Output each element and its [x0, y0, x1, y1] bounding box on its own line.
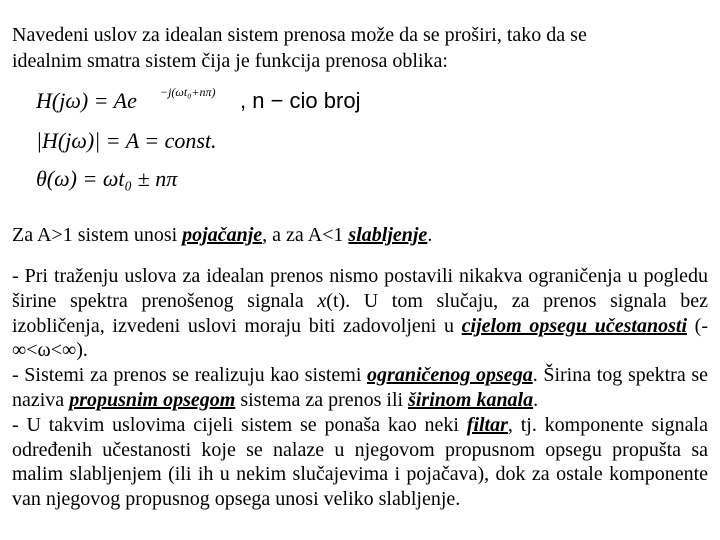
p2-text-c: sistema za prenos ili	[235, 388, 409, 411]
p2-text-d: .	[533, 388, 539, 411]
p3-emph-1: filtar	[466, 413, 508, 436]
intro-line-2: idealnim smatra sistem čija je funkcija prenosa oblika:	[12, 50, 448, 72]
p3-text-b: , tj. komponente signala određenih učestanosti koje se nalaze u njegovom propusnom opsegu propušta sa malim slabljenjem (ili ih u nekim slučajevima i pojačava), dok za ostale komponente van njegovog propusnog opsega unosi veliko slabljenje.	[12, 413, 708, 511]
p1-emph: cijelom opsegu učestanosti	[461, 314, 688, 337]
intro-line-1: Navedeni uslov za idealan sistem prenosa može da se proširi, tako da se	[12, 24, 587, 46]
formula-2: |H(jω)| = A = const.	[36, 128, 217, 153]
gain-line-end: .	[427, 224, 433, 246]
p2-text-b: . Širina tog spektra se naziva	[12, 364, 708, 411]
body-paragraphs	[12, 264, 708, 512]
formula-1-note: , n − cio broj	[240, 88, 361, 113]
p2-emph-2: propusnim opsegom	[69, 388, 236, 411]
gain-term: pojačanje	[182, 224, 263, 246]
p3-text-a: - U takvim uslovima cijeli sistem se ponaša kao neki	[12, 413, 467, 436]
p2-text-a: - Sistemi za prenos se realizuju kao sistemi	[12, 364, 368, 387]
formula-svg	[36, 84, 456, 194]
p2-emph-3: širinom kanala	[408, 388, 534, 411]
gain-line	[12, 222, 712, 248]
formula-block	[36, 84, 456, 194]
formula-1-exponent: −j(ωt₀+nπ)	[160, 85, 216, 99]
formula-3: θ(ω) = ωt₀ ± nπ	[36, 166, 178, 191]
p1-x: x	[317, 289, 327, 312]
paragraph-3	[12, 413, 708, 512]
paragraph-1	[12, 264, 708, 363]
intro-text	[12, 22, 712, 74]
p1-text-c: (-∞<ω<∞).	[12, 314, 709, 362]
gain-line-pre: Za A>1 sistem unosi	[12, 224, 183, 246]
paragraph-2	[12, 363, 708, 413]
gain-line-mid: , a za A<1	[262, 224, 349, 246]
p1-text-b: (t). U tom slučaju, za prenos signala bez izobličenja, izvedeni uslovi moraju biti zadovoljeni u	[12, 289, 708, 337]
attenuation-term: slabljenje	[348, 224, 428, 246]
p2-emph-1: ograničenog opsega	[367, 364, 533, 387]
p1-text-a: - Pri traženju uslova za idealan prenos nismo postavili nikakva ograničenja u pogledu širine spektra prenošenog signala	[12, 265, 708, 312]
formula-1-lhs: H(jω) = Ae	[36, 88, 137, 113]
